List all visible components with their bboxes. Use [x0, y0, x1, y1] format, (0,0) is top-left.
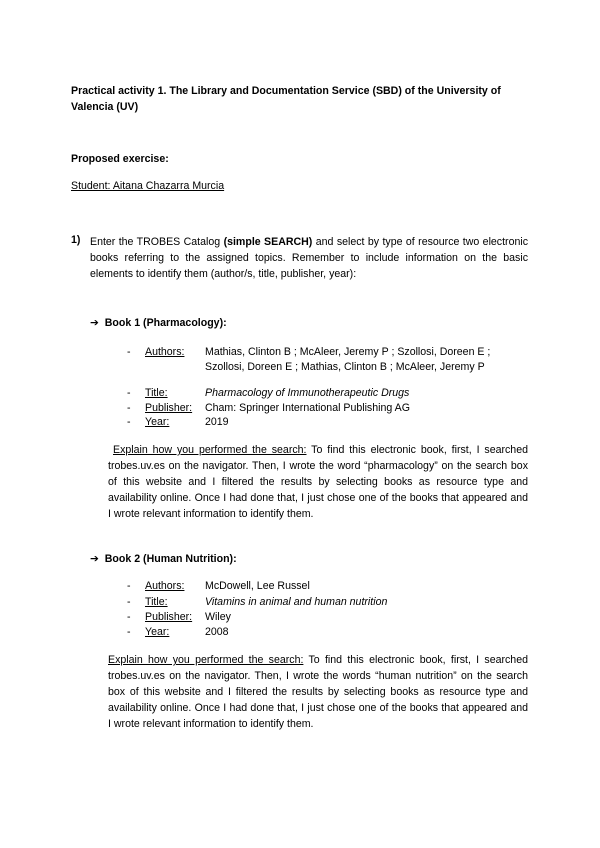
- explain-text: To find this electronic book, first, I searched trobes.uv.es on the navigator. Then, I wrote the words “human nutrition” on the search box of this website and I filtered the results by selecting books as resource type and availability online. Once I had done that, I just chose one of the books that appeared and I wrote relevant information to identify them.: [108, 654, 528, 730]
- book2-heading: [90, 553, 237, 565]
- title-label: Title:: [145, 387, 168, 399]
- book2-year-row: [0, 625, 600, 640]
- book2-explanation: [108, 652, 528, 732]
- authors-label: Authors:: [145, 346, 185, 358]
- list-dash: -: [127, 626, 131, 638]
- list-dash: -: [127, 346, 131, 358]
- book1-heading-text: Book 1 (Pharmacology):: [104, 317, 227, 329]
- book2-heading-text: Book 2 (Human Nutrition):: [104, 553, 237, 565]
- book1-publisher-row: [0, 401, 600, 416]
- year-label: Year:: [145, 626, 170, 638]
- year-value: 2019: [205, 416, 229, 428]
- list-dash: -: [127, 596, 131, 608]
- list-dash: -: [127, 402, 131, 414]
- authors-value: Mathias, Clinton B ; McAleer, Jeremy P ; Szollosi, Doreen E ; Szollosi, Doreen E ; Mathias, Clinton B ; McAleer, Jeremy P: [205, 346, 491, 373]
- instructions-text-start: Enter the TROBES Catalog: [90, 236, 224, 248]
- list-dash: -: [127, 416, 131, 428]
- book1-heading: [90, 317, 227, 329]
- book2-authors-row: [0, 579, 600, 594]
- instructions-bold: (simple SEARCH): [223, 236, 313, 248]
- publisher-label: Publisher:: [145, 611, 193, 623]
- title-value: Vitamins in animal and human nutrition: [205, 596, 388, 608]
- book1-explanation: [108, 442, 528, 522]
- list-dash: -: [127, 387, 131, 399]
- document-title: Practical activity 1. The Library and Documentation Service (SBD) of the University of Valencia (UV): [71, 85, 501, 113]
- explain-text: To find this electronic book, first, I searched trobes.uv.es on the navigator. Then, I wrote the word “pharmacology” on the search box of this website and I filtered the results by selecting books as resource type and availability online. Once I had done that, I just chose one of the books that appeared and I wrote relevant information to identify them.: [108, 444, 528, 520]
- list-dash: -: [127, 580, 131, 592]
- explain-label: Explain how you performed the search:: [108, 654, 304, 666]
- book2-title-row: [0, 595, 600, 610]
- proposed-exercise-heading: Proposed exercise:: [71, 153, 169, 165]
- authors-value: McDowell, Lee Russel: [205, 580, 310, 592]
- explain-label: Explain how you performed the search:: [113, 444, 307, 456]
- arrow-icon: ➔: [90, 317, 99, 329]
- book1-authors-row: [0, 345, 600, 373]
- arrow-icon: ➔: [90, 553, 99, 565]
- publisher-value: Cham: Springer International Publishing AG: [205, 402, 410, 414]
- book1-year-row: [0, 415, 600, 430]
- list-dash: -: [127, 611, 131, 623]
- year-value: 2008: [205, 626, 229, 638]
- authors-label: Authors:: [145, 580, 185, 592]
- item-instructions: [90, 234, 528, 282]
- student-name: Student: Aitana Chazarra Murcia: [71, 180, 225, 192]
- publisher-label: Publisher:: [145, 402, 193, 414]
- title-label: Title:: [145, 596, 168, 608]
- year-label: Year:: [145, 416, 170, 428]
- book1-title-row: [0, 386, 600, 401]
- item-number: 1): [71, 234, 81, 246]
- instructions-text-end: and select by type of resource two electronic books referring to the assigned topics. Remember to include information on the basic elements to identify them (author/s, title, publisher, year):: [90, 236, 529, 280]
- book2-publisher-row: [0, 610, 600, 625]
- publisher-value: Wiley: [205, 611, 231, 623]
- title-value: Pharmacology of Immunotherapeutic Drugs: [205, 387, 410, 399]
